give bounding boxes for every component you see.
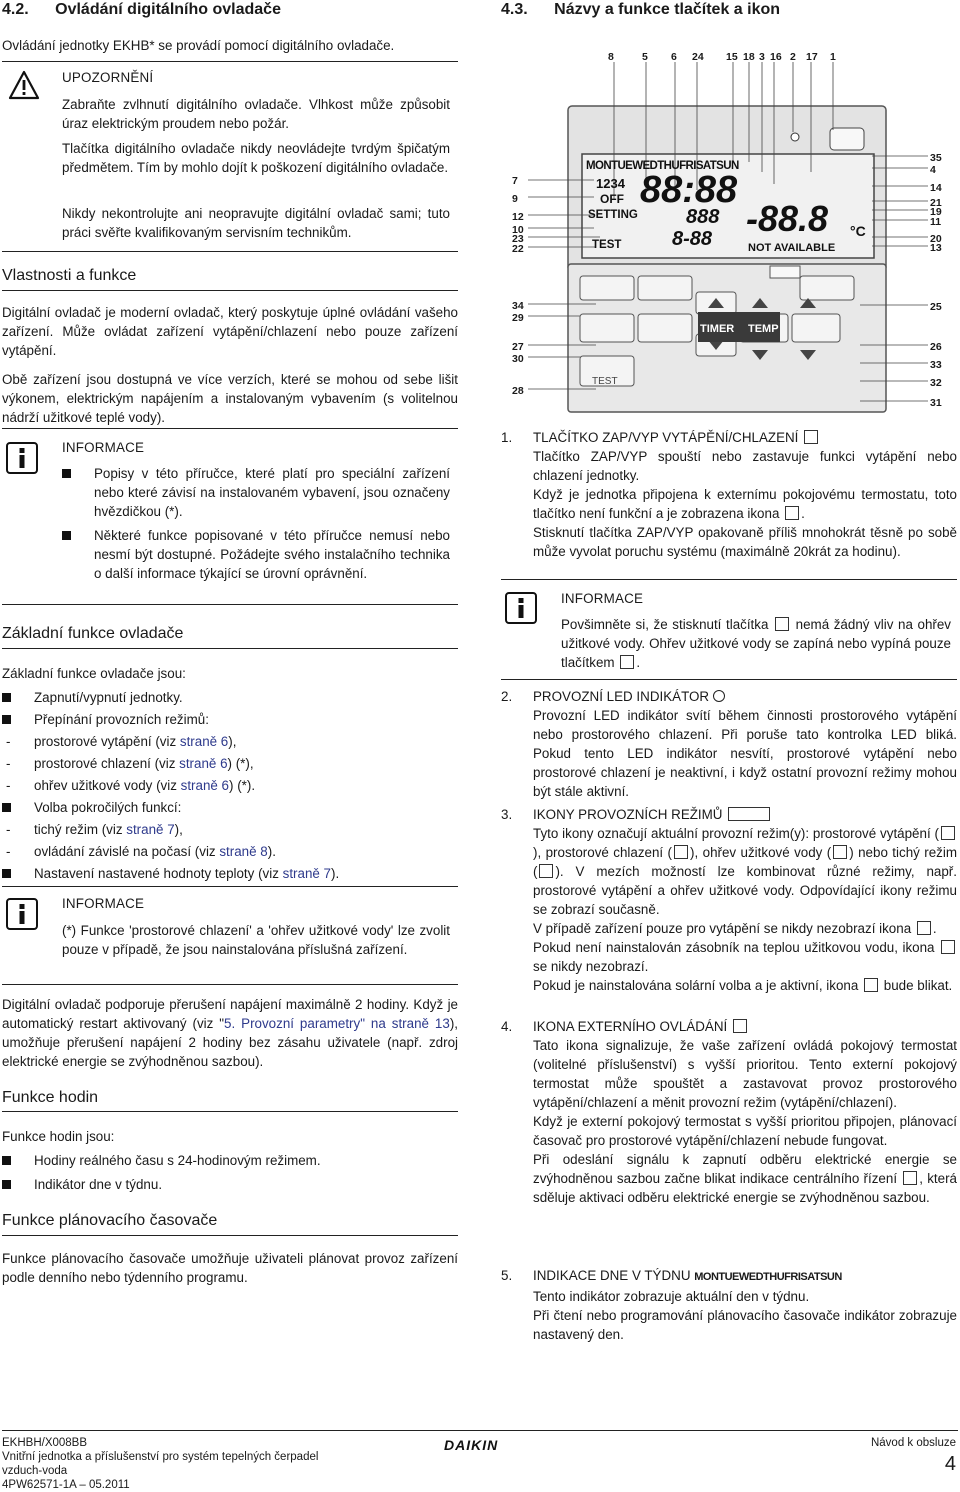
day-indicator: MONTUEWEDTHUFRISATSUN bbox=[694, 1271, 842, 1283]
item-number: 3. bbox=[501, 807, 513, 822]
item-1 bbox=[501, 428, 957, 561]
clock-list bbox=[2, 1151, 458, 1199]
info-icon bbox=[6, 898, 38, 930]
info-icon bbox=[505, 592, 537, 624]
bullet-text: Popisy v této příručce, které platí pro speciální zařízení nebo které závisí na instalovaném vybavení, jsou označeny hvězdičkou (*). bbox=[94, 466, 450, 519]
info-title: INFORMACE bbox=[62, 440, 145, 455]
item-2 bbox=[501, 687, 957, 801]
lcd-test: TEST bbox=[592, 239, 622, 251]
warning-p2: Tlačítka digitálního ovladače nikdy neovládejte tvrdým špičatým předmětem. Tím by mohlo dojít k poškození digitálního ovladače. bbox=[62, 141, 450, 175]
bullet-icon bbox=[62, 531, 71, 540]
divider bbox=[2, 290, 458, 291]
info-bullet-2 bbox=[62, 526, 450, 583]
left-callouts: 7 9 12 10 23 22 bbox=[512, 175, 524, 255]
test-button[interactable]: TEST bbox=[592, 376, 618, 387]
item-3 bbox=[501, 805, 957, 995]
warning-p1: Zabraňte zvlhnutí digitálního ovladače. Vlhkost může způsobit úraz elektrickým proudem nebo požár. bbox=[62, 97, 450, 131]
page-link[interactable]: straně 6 bbox=[179, 734, 229, 749]
heating-icon bbox=[941, 826, 955, 840]
divider bbox=[2, 61, 458, 62]
item-title: IKONY PROVOZNÍCH REŽIMŮ bbox=[533, 805, 957, 824]
external-control-icon bbox=[733, 1019, 747, 1033]
item-number: 4. bbox=[501, 1019, 513, 1034]
page-link[interactable]: straně 7 bbox=[282, 866, 332, 881]
central-control-icon bbox=[903, 1171, 917, 1185]
item-text: Při čtení nebo programování plánovacího časovače indikátor zobrazuje nastavený den. bbox=[533, 1308, 957, 1342]
warning-p3: Nikdy nekontrolujte ani neopravujte digitální ovladač sami; tuto práci svěřte kvalifikovaným servisním technikům. bbox=[62, 206, 450, 240]
divider bbox=[2, 251, 458, 252]
footer-model: EKHBH/X008BB bbox=[2, 1437, 88, 1449]
item-4 bbox=[501, 1017, 957, 1207]
item-title: INDIKACE DNE V TÝDNU MONTUEWEDTHUFRISATSUN bbox=[533, 1268, 842, 1283]
led-icon bbox=[713, 690, 725, 702]
list-item: Hodiny reálného času s 24-hodinovým režimem. bbox=[34, 1153, 321, 1168]
section-number: 4.3. bbox=[501, 1, 528, 18]
divider bbox=[2, 1235, 458, 1236]
list-item: Volba pokročilých funkcí: bbox=[34, 800, 182, 815]
warning-title: UPOZORNĚNÍ bbox=[62, 70, 154, 85]
section-title: Názvy a funkce tlačítek a ikon bbox=[554, 1, 781, 18]
heat-cool-icon bbox=[775, 617, 789, 631]
lcd-degree: °C bbox=[850, 223, 866, 239]
divider bbox=[2, 648, 458, 649]
bullet-icon bbox=[2, 869, 11, 878]
divider bbox=[501, 679, 957, 680]
bullet-icon bbox=[2, 1156, 11, 1165]
lcd-setting: SETTING bbox=[588, 209, 638, 221]
top-callouts: 8 5 6 24 15 18 3 16 2 17 1 bbox=[608, 51, 836, 63]
info-icon bbox=[6, 442, 38, 474]
info-title: INFORMACE bbox=[62, 896, 145, 911]
item-text: Když je jednotka připojena k externímu pokojovému termostatu, toto tlačítko není funkční a je zobrazena ikona . bbox=[533, 487, 957, 521]
info-text: Povšimněte si, že stisknutí tlačítka nemá žádný vliv na ohřev užitkové vody. Ohřev užitkové vody se zapíná nebo vypíná pouze tlačítkem . bbox=[561, 617, 951, 670]
item-text: Provozní LED indikátor svítí během činnosti prostorového vytápění nebo prostorového chlazení. Při poruše tato kontrolka LED bliká. Pokud tento LED indikátor nesvítí, prostorové vytápění nebo prostorové chlazení je neaktivní, i když ostatní provozní režimy mohou být stále aktivní. bbox=[533, 708, 957, 799]
lcd-big-temp: -88.8 bbox=[746, 198, 829, 239]
cooling-icon bbox=[674, 845, 688, 859]
lcd-clock-small: 1234 bbox=[596, 176, 625, 191]
controller-diagram bbox=[500, 44, 958, 414]
list-item: Indikátor dne v týdnu. bbox=[34, 1177, 163, 1192]
clock-heading: Funkce hodin bbox=[2, 1089, 99, 1106]
list-item: - prostorové vytápění (viz straně 6), bbox=[2, 732, 458, 754]
timer-paragraph: Funkce plánovacího časovače umožňuje uživateli plánovat provoz zařízení podle denního nebo týdenního programu. bbox=[2, 1251, 458, 1285]
mode-icons bbox=[728, 807, 770, 821]
basic-intro: Základní funkce ovladače jsou: bbox=[2, 666, 186, 681]
list-item: Nastavení nastavené hodnoty teploty (viz bbox=[34, 866, 283, 881]
item-text: Stisknutí tlačítka ZAP/VYP opakovaně příliš mnohokrát těsně po sobě může vyvolat poruchu systému (maximálně 20krát za hodinu). bbox=[533, 525, 957, 559]
list-item: - tichý režim (viz straně 7), bbox=[2, 820, 458, 842]
basic-list: Zapnutí/vypnutí jednotky. Přepínání provozních režimů: - prostorové vytápění (viz straně 6), - prostorové chlazení (viz straně 6) (*), - ohřev užitkové vody (viz straně 6) (*). Volba pokročilých funkcí: - tichý režim (viz straně 7), - ovládání závislé na počasí (viz straně 8). Nastavení nastavené hodnoty teploty (viz straně 7). bbox=[2, 688, 458, 886]
bullet-icon bbox=[62, 469, 71, 478]
features-heading: Vlastnosti a funkce bbox=[2, 267, 137, 284]
section-title: Ovládání digitálního ovladače bbox=[55, 1, 281, 18]
divider bbox=[2, 886, 458, 887]
item-text: Pokud není nainstalován zásobník na teplou užitkovou vodu, ikona se nikdy nezobrazí. bbox=[533, 938, 957, 976]
list-item: - prostorové chlazení (viz straně 6) (*), bbox=[2, 754, 458, 776]
section-header-4-2 bbox=[2, 0, 281, 20]
item-title: TLAČÍTKO ZAP/VYP VYTÁPĚNÍ/CHLAZENÍ bbox=[533, 428, 957, 447]
basic-heading: Základní funkce ovladače bbox=[2, 625, 184, 642]
controller-drawing bbox=[500, 44, 958, 414]
item-text: V případě zařízení pouze pro vytápění se nikdy nezobrazí ikona . bbox=[533, 921, 937, 936]
footer-manual: Návod k obsluze bbox=[870, 1437, 956, 1449]
item-number: 2. bbox=[501, 689, 513, 704]
item-number: 5. bbox=[501, 1268, 513, 1283]
item-text: Tyto ikony označují aktuální provozní režim(y): prostorové vytápění (), prostorové chlazení ( ), ohřev užitkové vody ( ) nebo tichý režim ( ). V mezích možností lze kombinovat různé režimy, např. prostorové vytápění a ohřev užitkové vody. Odpovídající ikony režimu se zobrazí současně. bbox=[533, 826, 957, 917]
quiet-mode-icon bbox=[539, 864, 553, 878]
info-text: (*) Funkce 'prostorové chlazení' a 'ohřev užitkové vody' lze zvolit pouze v případě, že jsou nainstalována příslušná zařízení. bbox=[62, 923, 450, 957]
hot-water-icon bbox=[864, 978, 878, 992]
item-title: IKONA EXTERNÍHO OVLÁDÁNÍ bbox=[533, 1017, 957, 1036]
info-bullet-1 bbox=[62, 464, 450, 521]
page-link[interactable]: straně 6 bbox=[179, 756, 228, 771]
left-lower-callouts: 34 29 27 30 28 bbox=[512, 300, 524, 397]
bullet-icon bbox=[2, 803, 11, 812]
clock-intro: Funkce hodin jsou: bbox=[2, 1129, 115, 1144]
item-text: Pokud je nainstalována solární volba a je aktivní, ikona bude blikat. bbox=[533, 978, 953, 993]
right-callouts: 35 4 14 21 19 11 20 13 bbox=[930, 152, 942, 254]
divider bbox=[2, 428, 458, 429]
footer-description: Vnitřní jednotka a příslušenství pro systém tepelných čerpadel bbox=[2, 1451, 319, 1463]
list-item: - ohřev užitkové vody (viz straně 6) (*). bbox=[2, 776, 458, 798]
hot-water-icon bbox=[620, 655, 634, 669]
item-text: Když je externí pokojový termostat s vyšší prioritou připojen, plánovací časovač pro prostorové vytápění/chlazení nebude fungovat. bbox=[533, 1114, 957, 1148]
page-link[interactable]: straně 7 bbox=[126, 822, 175, 837]
lcd-days: MONTUEWEDTHUFRISATSUN bbox=[586, 160, 739, 172]
lcd-small-8-88: 8-88 bbox=[672, 228, 713, 250]
right-lower-callouts: 25 26 33 32 31 bbox=[930, 301, 942, 409]
page-link[interactable]: straně 8 bbox=[219, 844, 268, 859]
footer-description: vzduch-voda bbox=[2, 1465, 68, 1477]
info-title: INFORMACE bbox=[561, 591, 644, 606]
features-p1: Digitální ovladač je moderní ovladač, který poskytuje úplné ovládání vašeho zařízení. Může ovládat zařízení vytápění/chlazení nebo pouze zařízení vytápění. bbox=[2, 305, 458, 358]
lcd-not-available: NOT AVAILABLE bbox=[748, 242, 836, 254]
features-p2: Obě zařízení jsou dostupná ve více verzích, které se mohou od sebe lišit výkonem, elektrickým napájením a instalovaným vybavením (s volitelnou nádrží užitkové teplé vody). bbox=[2, 372, 458, 425]
warning-icon bbox=[8, 70, 40, 100]
page-link[interactable]: straně 6 bbox=[180, 778, 230, 793]
bullet-icon bbox=[2, 715, 11, 724]
footer-divider bbox=[2, 1430, 958, 1431]
divider bbox=[501, 579, 957, 580]
lcd-big-time: 88:88 bbox=[640, 169, 738, 211]
lcd-small-888: 888 bbox=[686, 206, 720, 228]
section-number: 4.2. bbox=[2, 1, 29, 18]
cooling-icon bbox=[917, 921, 931, 935]
divider bbox=[2, 604, 458, 605]
timer-heading: Funkce plánovacího časovače bbox=[2, 1212, 218, 1229]
item-5 bbox=[501, 1266, 957, 1344]
list-item: Zapnutí/vypnutí jednotky. bbox=[34, 690, 183, 705]
divider bbox=[2, 1111, 458, 1112]
footer-code: 4PW62571-1A – 05.2011 bbox=[2, 1479, 130, 1491]
hot-water-icon bbox=[833, 845, 847, 859]
item-text: Při odeslání signálu k zapnutí odběru elektrické energie se zvýhodněnou sazbou začne blikat indikace centrálního řízení , která sděluje aktivaci odběru elektrické energie se zvýhodněnou sazbou. bbox=[533, 1152, 957, 1205]
power-paragraph: Digitální ovladač podporuje přerušení napájení maximálně 2 hodiny. Když je automatický restart aktivovaný (viz "5. Provozní parametry" na straně 13), umožňuje přerušení napájení 2 hodiny bez zásahu uživatele (např. zdroj elektrické energie se zvýhodněnou sazbou). bbox=[2, 997, 458, 1069]
external-control-icon bbox=[785, 506, 799, 520]
item-title: PROVOZNÍ LED INDIKÁTOR bbox=[533, 687, 957, 706]
hot-water-icon bbox=[941, 940, 955, 954]
page-number: 4 bbox=[944, 1453, 956, 1475]
section-header-4-3 bbox=[501, 0, 780, 20]
footer-left bbox=[2, 1436, 402, 1492]
list-item: Přepínání provozních režimů: bbox=[34, 712, 209, 727]
item-number: 1. bbox=[501, 430, 513, 445]
item-text: Tato ikona signalizuje, že vaše zařízení ovládá pokojový termostat (volitelné příslušenství) s vyšší prioritou. Tento externí pokojový termostat může spouštět a zastavovat provoz prostorového vytápění/chlazení a měnit provozní režim (vytápění/chlazení). bbox=[533, 1038, 957, 1110]
brand-logo: DAIKIN bbox=[444, 1437, 499, 1453]
bullet-icon bbox=[2, 693, 11, 702]
timer-button[interactable]: TIMER bbox=[700, 323, 735, 335]
item-text: Tlačítko ZAP/VYP spouští nebo zastavuje funkci vytápění nebo chlazení jednotky. bbox=[533, 449, 957, 483]
intro-text: Ovládání jednotky EKHB* se provádí pomocí digitálního ovladače. bbox=[2, 38, 395, 53]
lcd-off: OFF bbox=[600, 192, 624, 206]
divider bbox=[2, 984, 458, 985]
bullet-text: Některé funkce popisované v této příručce nemusí nebo nesmí být dostupné. Požádejte svého instalačního technika o další informace týkající se úrovní oprávnění. bbox=[94, 528, 450, 581]
item-text: Tento indikátor zobrazuje aktuální den v týdnu. bbox=[533, 1289, 810, 1304]
page-link[interactable]: 5. Provozní parametry" na straně 13 bbox=[224, 1016, 450, 1031]
temp-button[interactable]: TEMP bbox=[748, 323, 779, 335]
list-item: - ovládání závislé na počasí (viz straně 8). bbox=[2, 842, 458, 864]
bullet-icon bbox=[2, 1180, 11, 1189]
heat-cool-icon bbox=[804, 430, 818, 444]
